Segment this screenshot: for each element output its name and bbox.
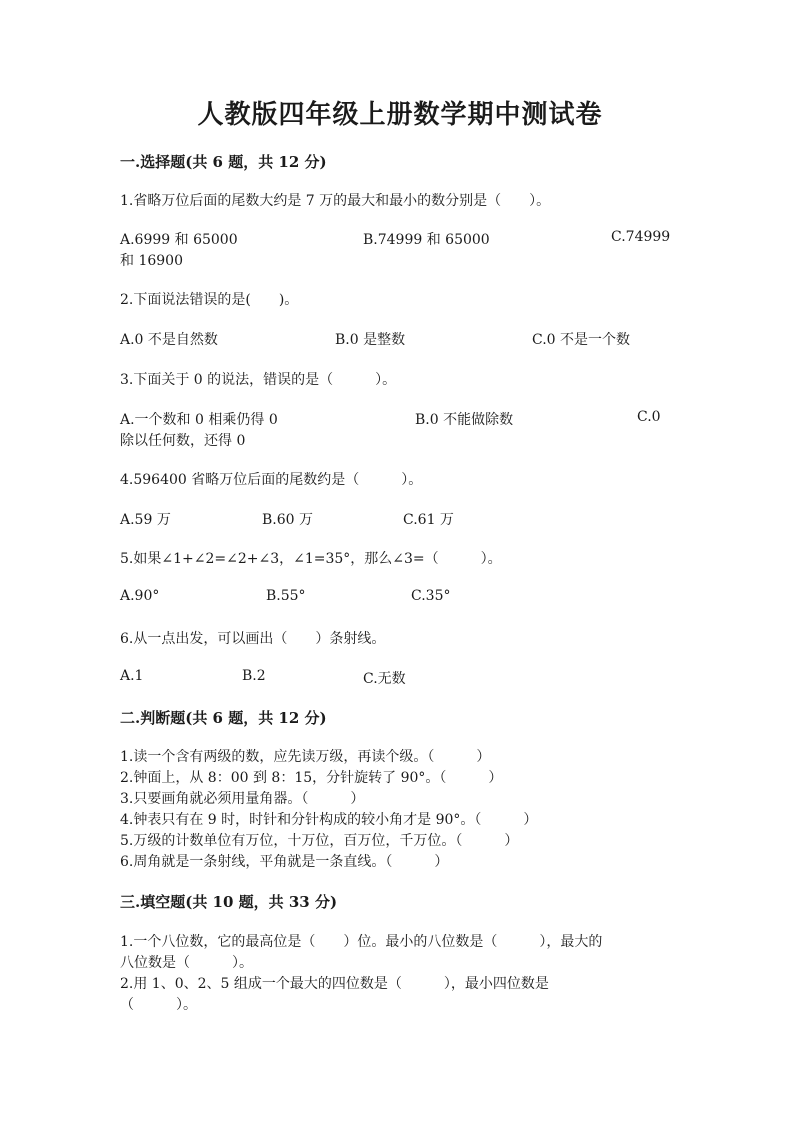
fill-line: 2.用 1、0、2、5 组成一个最大的四位数是（ ），最小四位数是 — [120, 976, 549, 992]
option-c: C.无数 — [363, 671, 406, 687]
section-heading-choice: 一.选择题(共 6 题，共 12 分) — [120, 153, 327, 171]
option-b: B.0 不能做除数 — [415, 412, 514, 428]
judge-item: 4.钟表只有在 9 时，时针和分针构成的较小角才是 90°。（ ） — [120, 812, 538, 828]
question-text: 6.从一点出发，可以画出（ ）条射线。 — [120, 631, 386, 647]
option-c: C.0 — [637, 409, 661, 425]
option-c: C.74999 — [611, 229, 671, 245]
option-wrap: 除以任何数，还得 0 — [120, 433, 246, 449]
option-a: A.6999 和 65000 — [120, 232, 238, 248]
option-a: A.90° — [120, 588, 160, 604]
judge-item: 3.只要画角就必须用量角器。（ ） — [120, 791, 365, 807]
question-text: 1.省略万位后面的尾数大约是 7 万的最大和最小的数分别是（ ）。 — [120, 193, 551, 209]
question-text: 3.下面关于 0 的说法，错误的是（ ）。 — [120, 372, 397, 388]
option-b: B.60 万 — [262, 512, 314, 528]
judge-item: 2.钟面上，从 8：00 到 8：15，分针旋转了 90°。（ ） — [120, 770, 503, 786]
option-c: C.0 不是一个数 — [532, 332, 631, 348]
option-c: C.61 万 — [403, 512, 454, 528]
option-c: C.35° — [411, 588, 451, 604]
judge-item: 5.万级的计数单位有万位，十万位，百万位，千万位。（ ） — [120, 833, 519, 849]
page-title: 人教版四年级上册数学期中测试卷 — [197, 100, 603, 130]
option-wrap: 和 16900 — [120, 253, 183, 269]
option-a: A.0 不是自然数 — [120, 332, 218, 348]
question-text: 5.如果∠1+∠2=∠2+∠3，∠1=35°，那么∠3=（ ）。 — [120, 551, 502, 567]
fill-line: 1.一个八位数，它的最高位是（ ）位。最小的八位数是（ ），最大的 — [120, 934, 603, 950]
section-heading-fill: 三.填空题(共 10 题，共 33 分) — [120, 893, 338, 911]
question-text: 4.596400 省略万位后面的尾数约是（ ）。 — [120, 472, 423, 488]
judge-item: 1.读一个含有两级的数，应先读万级，再读个级。（ ） — [120, 749, 491, 765]
option-b: B.2 — [242, 668, 266, 684]
option-a: A.一个数和 0 相乘仍得 0 — [120, 412, 278, 428]
section-heading-judge: 二.判断题(共 6 题，共 12 分) — [120, 709, 327, 727]
fill-line: （ ）。 — [120, 997, 197, 1013]
option-b: B.55° — [266, 588, 306, 604]
question-text: 2.下面说法错误的是( )。 — [120, 292, 299, 308]
judge-item: 6.周角就是一条射线，平角就是一条直线。（ ） — [120, 854, 449, 870]
option-a: A.59 万 — [120, 512, 171, 528]
option-b: B.74999 和 65000 — [363, 232, 490, 248]
option-b: B.0 是整数 — [335, 332, 406, 348]
fill-line: 八位数是（ ）。 — [120, 955, 253, 971]
option-a: A.1 — [120, 668, 144, 684]
